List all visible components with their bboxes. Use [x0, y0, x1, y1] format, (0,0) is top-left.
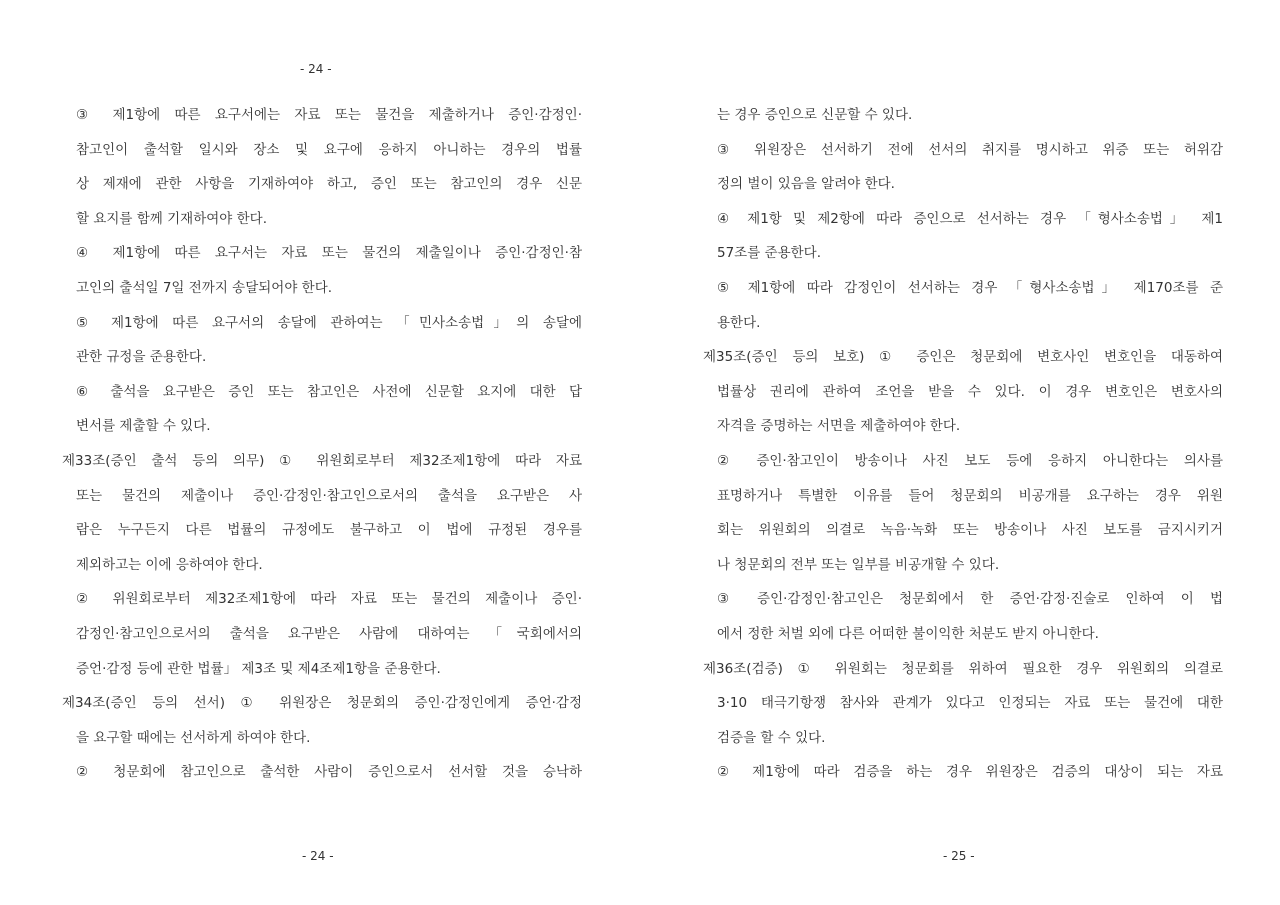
text-line: 참고인이 출석할 일시와 장소 및 요구에 응하지 아니하는 경우의 법률 — [76, 141, 582, 158]
text-line: ② 청문회에 참고인으로 출석한 사람이 증인으로서 선서할 것을 승낙하 — [76, 764, 582, 781]
text-line: 검증을 할 수 있다. — [717, 729, 826, 746]
text-line: ② 증인·참고인이 방송이나 사진 보도 등에 응하지 아니한다는 의사를 — [717, 452, 1223, 469]
text-line: 정의 벌이 있음을 알려야 한다. — [717, 176, 895, 193]
text-line: 또는 물건의 제출이나 증인·감정인·참고인으로서의 출석을 요구받은 사 — [76, 487, 582, 504]
text-line: 나 청문회의 전부 또는 일부를 비공개할 수 있다. — [717, 556, 1000, 573]
text-line: 할 요지를 함께 기재하여야 한다. — [76, 210, 267, 227]
text-line: 제36조(검증) ① 위원회는 청문회를 위하여 필요한 경우 위원회의 의결로 — [703, 660, 1223, 677]
text-line: 자격을 증명하는 서면을 제출하여야 한다. — [717, 418, 961, 435]
text-line: 3·10 태극기항쟁 참사와 관계가 있다고 인정되는 자료 또는 물건에 대한 — [717, 695, 1223, 712]
right-page-number: - 25 - — [943, 849, 975, 863]
text-line: 에서 정한 처벌 외에 다른 어떠한 불이익한 처분도 받지 아니한다. — [717, 625, 1099, 642]
text-line: ④ 제1항 및 제2항에 따라 증인으로 선서하는 경우 「형사소송법」 제1 — [717, 210, 1223, 227]
left-page-column — [62, 98, 582, 790]
right-page-column — [703, 98, 1223, 790]
text-line: 증언·감정 등에 관한 법률」 제3조 및 제4조제1항을 준용한다. — [76, 660, 441, 677]
text-line: 표명하거나 특별한 이유를 들어 청문회의 비공개를 요구하는 경우 위원 — [717, 487, 1223, 504]
text-line: ② 위원회로부터 제32조제1항에 따라 자료 또는 물건의 제출이나 증인· — [76, 591, 582, 608]
text-line: 감정인·참고인으로서의 출석을 요구받은 사람에 대하여는 「국회에서의 — [76, 625, 582, 642]
text-line: ③ 제1항에 따른 요구서에는 자료 또는 물건을 제출하거나 증인·감정인· — [76, 107, 582, 123]
text-line: 상 제재에 관한 사항을 기재하여야 하고, 증인 또는 참고인의 경우 신문 — [76, 176, 582, 193]
text-line: 는 경우 증인으로 신문할 수 있다. — [717, 107, 913, 123]
text-line: ② 제1항에 따라 검증을 하는 경우 위원장은 검증의 대상이 되는 자료 — [717, 764, 1223, 781]
text-line: 제33조(증인 출석 등의 의무) ① 위원회로부터 제32조제1항에 따라 자료 — [62, 452, 582, 469]
text-line: ⑤ 제1항에 따른 요구서의 송달에 관하여는 「민사소송법」의 송달에 — [76, 314, 582, 331]
page-top-number: - 24 - — [300, 62, 332, 76]
text-line: 을 요구할 때에는 선서하게 하여야 한다. — [76, 729, 311, 746]
text-line: ④ 제1항에 따른 요구서는 자료 또는 물건의 제출일이나 증인·감정인·참 — [76, 245, 582, 262]
text-line: ⑥ 출석을 요구받은 증인 또는 참고인은 사전에 신문할 요지에 대한 답 — [76, 383, 582, 400]
text-line: 용한다. — [717, 314, 761, 331]
text-line: ③ 위원장은 선서하기 전에 선서의 취지를 명시하고 위증 또는 허위감 — [717, 141, 1223, 158]
text-line: 제34조(증인 등의 선서) ① 위원장은 청문회의 증인·감정인에게 증언·감정 — [62, 695, 582, 712]
text-line: ⑤ 제1항에 따라 감정인이 선서하는 경우 「형사소송법」 제170조를 준 — [717, 279, 1223, 296]
text-line: 람은 누구든지 다른 법률의 규정에도 불구하고 이 법에 규정된 경우를 — [76, 522, 582, 539]
text-line: 57조를 준용한다. — [717, 245, 822, 262]
text-line: 변서를 제출할 수 있다. — [76, 418, 211, 435]
text-line: 관한 규정을 준용한다. — [76, 349, 207, 366]
text-line: 법률상 권리에 관하여 조언을 받을 수 있다. 이 경우 변호인은 변호사의 — [717, 383, 1223, 400]
text-line: 제외하고는 이에 응하여야 한다. — [76, 556, 263, 573]
text-line: 회는 위원회의 의결로 녹음·녹화 또는 방송이나 사진 보도를 금지시키거 — [717, 522, 1223, 539]
text-line: 제35조(증인 등의 보호) ① 증인은 청문회에 변호사인 변호인을 대동하여 — [703, 349, 1223, 366]
text-line: 고인의 출석일 7일 전까지 송달되어야 한다. — [76, 279, 333, 296]
left-page-number: - 24 - — [302, 849, 334, 863]
text-line: ③ 증인·감정인·참고인은 청문회에서 한 증언·감정·진술로 인하여 이 법 — [717, 591, 1223, 608]
